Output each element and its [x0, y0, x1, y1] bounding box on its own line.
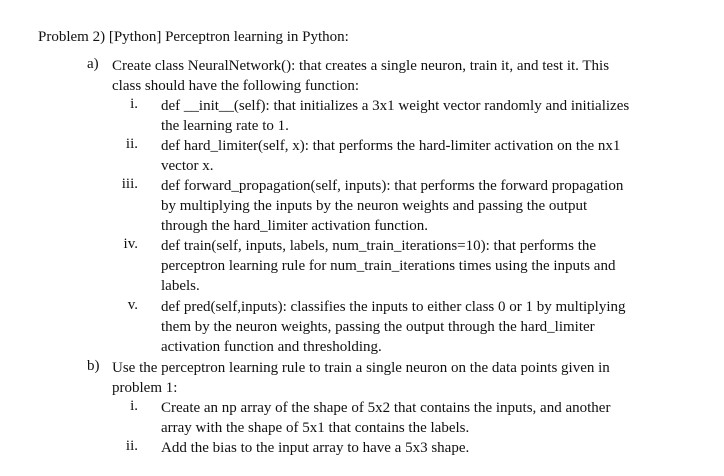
item-text-line: the learning rate to 1. — [161, 118, 289, 134]
item-marker: ii. — [125, 136, 138, 152]
item-marker: ii. — [125, 438, 138, 454]
item-text-line: def hard_limiter(self, x): that performs the hard-limiter activation on the nx1 — [161, 138, 621, 154]
item-marker: v. — [127, 297, 138, 313]
part-b-text-line-2: problem 1: — [112, 380, 178, 396]
item-text-line: def __init__(self): that initializes a 3x1 weight vector randomly and initializes — [161, 98, 630, 114]
problem-title: Problem 2) [Python] Perceptron learning in Python: — [38, 29, 349, 45]
part-a-marker: a) — [87, 56, 99, 72]
item-text-line: def pred(self,inputs): classifies the inputs to either class 0 or 1 by multiplying — [161, 299, 626, 315]
item-text-line: Create an np array of the shape of 5x2 that contains the inputs, and another — [161, 400, 611, 416]
item-text-line: by multiplying the inputs by the neuron weights and passing the output — [161, 198, 588, 214]
item-text-line: Add the bias to the input array to have a 5x3 shape. — [161, 440, 470, 456]
part-b-marker: b) — [87, 358, 100, 374]
item-marker: iv. — [123, 236, 138, 252]
item-text-line: labels. — [161, 278, 200, 294]
item-text-line: def forward_propagation(self, inputs): that performs the forward propagation — [161, 178, 624, 194]
item-text-line: activation function and thresholding. — [161, 339, 382, 355]
item-text-line: def train(self, inputs, labels, num_train_iterations=10): that performs the — [161, 238, 597, 254]
part-a-text-line-2: class should have the following function: — [112, 78, 360, 94]
item-text-line: through the hard_limiter activation function. — [161, 218, 429, 234]
part-b-text-line-1: Use the perceptron learning rule to train a single neuron on the data points given in — [112, 360, 610, 376]
item-marker: i. — [130, 398, 138, 414]
item-text-line: them by the neuron weights, passing the output through the hard_limiter — [161, 319, 595, 335]
item-text-line: array with the shape of 5x1 that contains the labels. — [161, 420, 470, 436]
item-text-line: perceptron learning rule for num_train_iterations times using the inputs and — [161, 258, 616, 274]
item-text-line: vector x. — [161, 158, 214, 174]
item-marker: iii. — [121, 176, 138, 192]
item-marker: i. — [130, 96, 138, 112]
part-a-text-line-1: Create class NeuralNetwork(): that creates a single neuron, train it, and test it. This — [112, 58, 610, 74]
